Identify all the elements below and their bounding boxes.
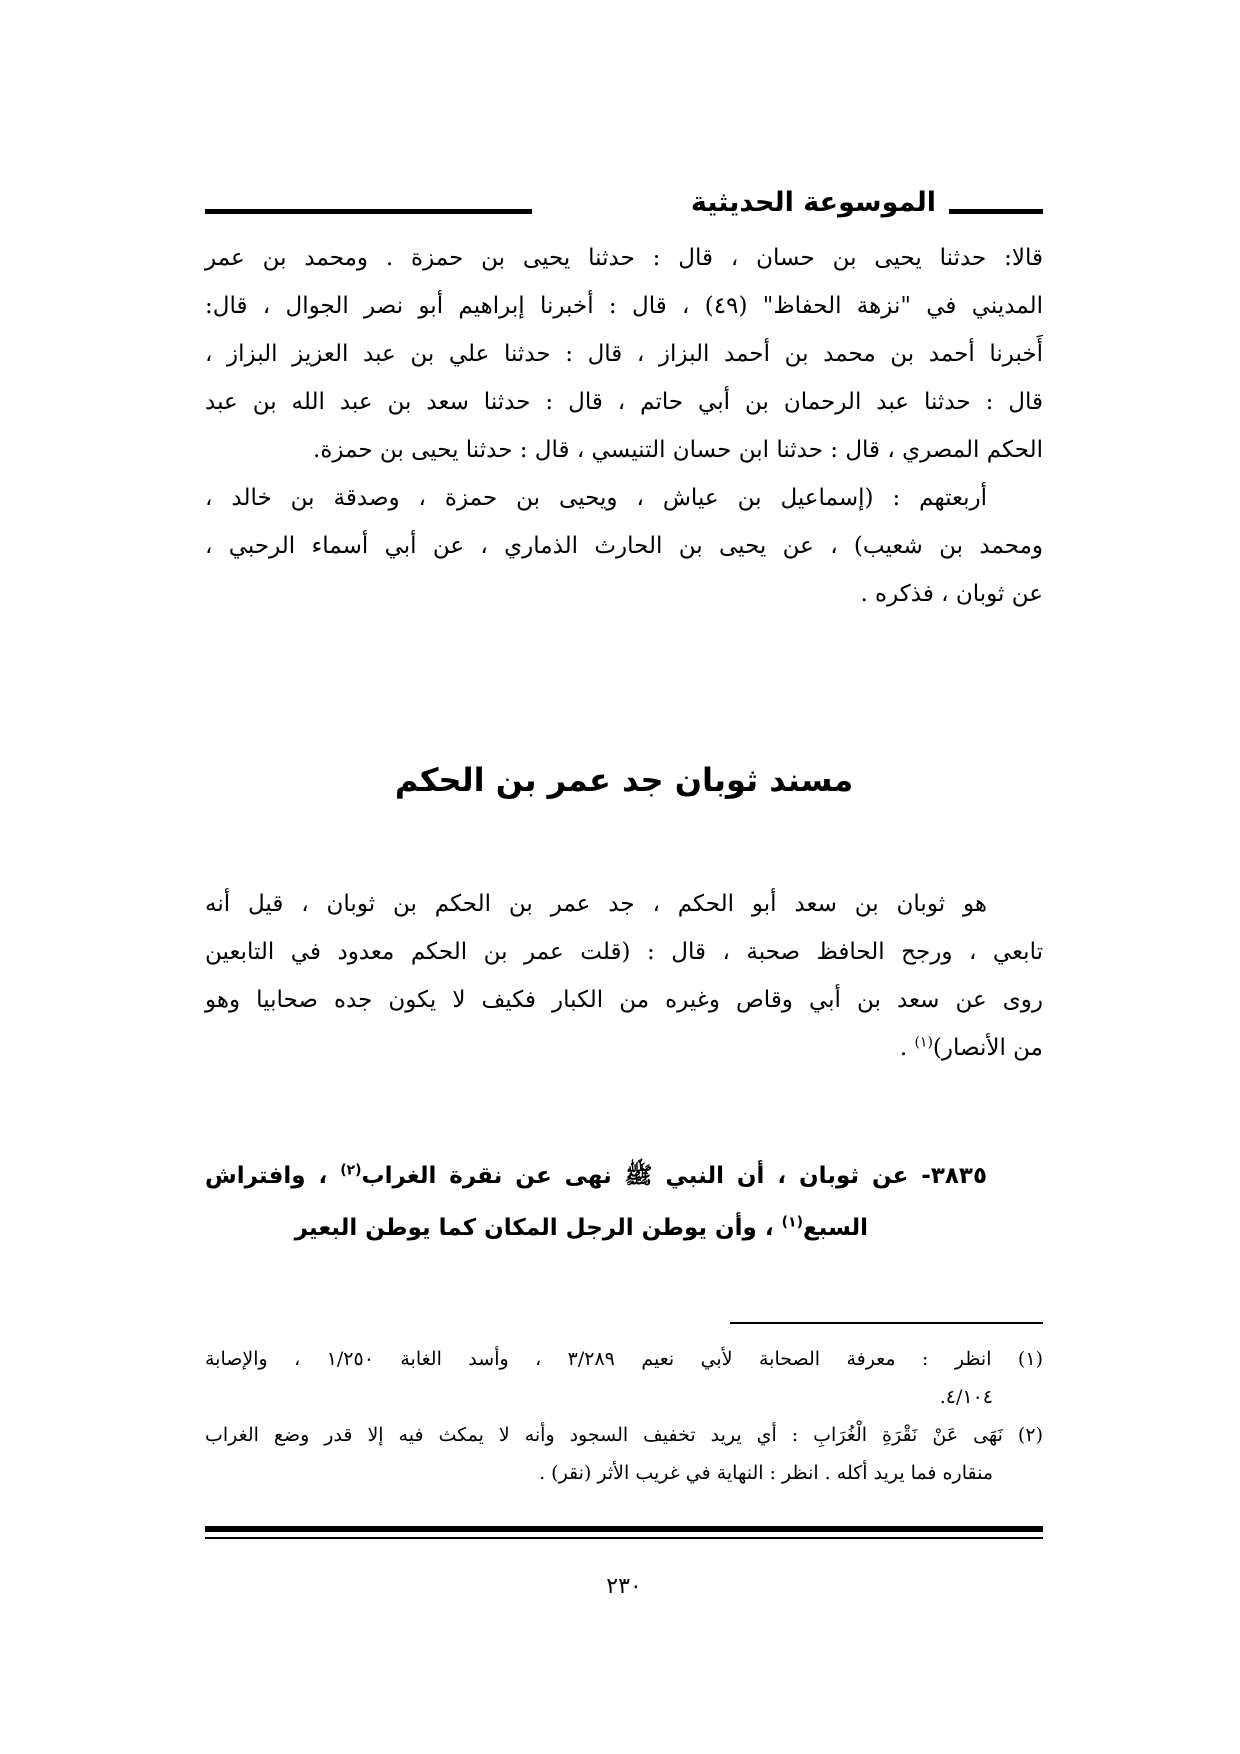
hadith-3835 xyxy=(205,1150,1043,1254)
section-heading: مسند ثوبان جد عمر بن الحكم xyxy=(394,761,854,799)
footnote-1: (١) انظر : معرفة الصحابة لأبي نعيم ٣/٢٨٩ ، وأسد الغابة ١/٢٥٠ ، والإصابة xyxy=(205,1348,1043,1370)
text-line: تابعي ، ورجح الحافظ صحبة ، قال : (قلت عمر بن الحكم معدود في التابعين xyxy=(205,939,1043,965)
arbaatuhum-paragraph xyxy=(205,474,1043,618)
running-header xyxy=(205,186,1043,226)
text-line: ومحمد بن شعيب) ، عن يحيى بن الحارث الذماري ، عن أبي أسماء الرحبي ، xyxy=(205,533,1043,559)
text-line: عن ثوبان ، فذكره . xyxy=(860,581,1043,607)
hadith-text: ، وافتراش xyxy=(205,1163,341,1189)
header-rule-right xyxy=(949,209,1043,214)
page-number: ٢٣٠ xyxy=(606,1574,642,1599)
hadith-text: السبع xyxy=(802,1215,868,1241)
footnotes xyxy=(205,1340,1043,1492)
text-line: أربعتهم : (إسماعيل بن عياش ، ويحيى بن حمزة ، وصدقة بن خالد ، xyxy=(205,485,987,511)
footnote-ref: (١) xyxy=(781,1214,803,1231)
hadith-line xyxy=(205,1150,1043,1202)
footnote-ref: (١) xyxy=(914,1034,933,1051)
text-line: قالا: حدثنا يحيى بن حسان ، قال : حدثنا يحيى بن حمزة . ومحمد بن عمر xyxy=(205,245,1043,271)
text-line: هو ثوبان بن سعد أبو الحكم ، جد عمر بن الحكم بن ثوبان ، قيل أنه xyxy=(205,891,987,917)
footnote-2-continuation: منقاره فما يريد أكله . انظر : النهاية في غريب الأثر (نقر) . xyxy=(539,1462,993,1484)
bottom-rule-thin xyxy=(205,1537,1043,1539)
text-fragment: من الأنصار) xyxy=(932,1035,1043,1061)
hadith-text: ٣٨٣٥- عن ثوبان ، أن النبي ﷺ نهى عن نقرة الغراب xyxy=(361,1163,987,1189)
footnote-ref: (٢) xyxy=(340,1162,362,1179)
text-line: المديني في "نزهة الحفاظ" (٤٩) ، قال : أخبرنا إبراهيم أبو نصر الجوال ، قال: xyxy=(205,293,1043,319)
running-header-title: الموسوعة الحديثية xyxy=(690,187,936,218)
footnote-2: (٢) نَهَى عَنْ نَقْرَةِ الْغُرَابِ : أي يريد تخفيف السجود وأنه لا يمكث فيه إلا قدر وضع الغراب xyxy=(205,1424,1043,1446)
text-line: قال : حدثنا عبد الرحمان بن أبي حاتم ، قال : حدثنا سعد بن عبد الله بن عبد xyxy=(205,389,1043,415)
footnote-separator xyxy=(730,1322,1043,1324)
text-line: روى عن سعد بن أبي وقاص وغيره من الكبار فكيف لا يكون جده صحابيا وهو xyxy=(205,987,1043,1013)
biography-paragraph xyxy=(205,880,1043,1072)
footnote-1-continuation: ٤/١٠٤. xyxy=(939,1386,993,1408)
bottom-rule-thick xyxy=(205,1526,1043,1532)
text-line: أَخبرنا أحمد بن محمد بن أحمد البزاز ، قال : حدثنا علي بن عبد العزيز البزاز ، xyxy=(205,341,1043,367)
header-rule-left xyxy=(205,209,532,214)
isnad-paragraph xyxy=(205,234,1043,474)
text-line xyxy=(205,1024,1043,1072)
hadith-text: ، وأن يوطن الرجل المكان كما يوطن البعير xyxy=(294,1215,782,1241)
text-line: الحكم المصري ، قال : حدثنا ابن حسان التنيسي ، قال : حدثنا يحيى بن حمزة. xyxy=(313,437,1043,463)
text-fragment: . xyxy=(899,1035,915,1061)
hadith-line xyxy=(205,1202,1043,1254)
